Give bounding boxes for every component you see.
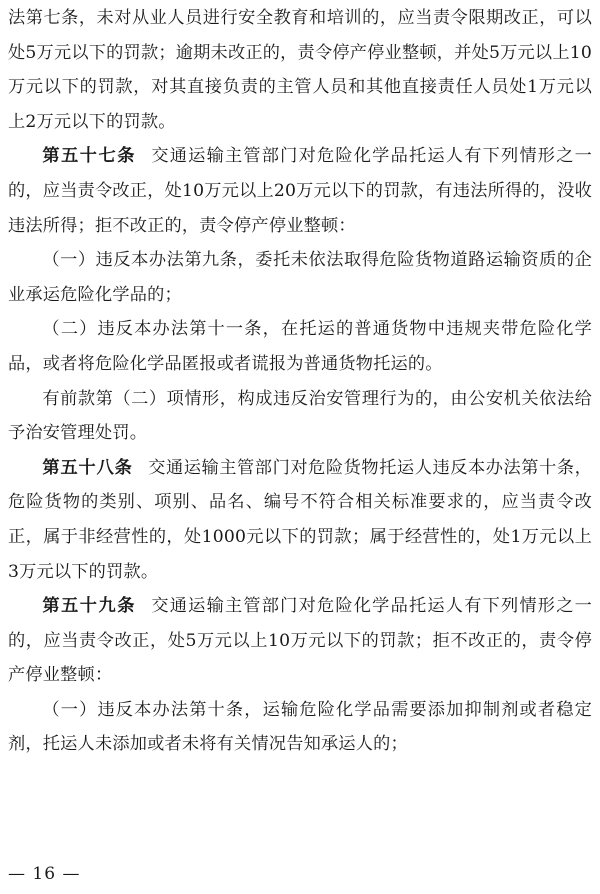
article-58 <box>8 451 592 589</box>
paragraph-text: 交通运输主管部门对危险化学品托运人有下列情形之一的，应当责令改正，处10万元以上20万元以下的罚款，有违法所得的，没收违法所得；拒不改正的，责令停产停业整顿： <box>8 146 592 236</box>
paragraph-text: 交通运输主管部门对危险货物托运人违反本办法第十条，危险货物的类别、项别、品名、编号不符合相关标准要求的，应当责令改正，属于非经营性的，处1000元以下的罚款；属于经营性的，处1万元以上3万元以下的罚款。 <box>8 457 592 582</box>
paragraph <box>8 382 592 451</box>
paragraph <box>8 312 592 381</box>
article-title: 第五十七条 <box>42 146 136 167</box>
article-59 <box>8 589 592 693</box>
paragraph <box>8 243 592 312</box>
text-body <box>8 1 592 762</box>
page-number: — 16 — <box>8 864 81 884</box>
paragraph-text: 有前款第（二）项情形，构成违反治安管理行为的，由公安机关依法给予治安管理处罚。 <box>8 388 592 444</box>
paragraph <box>8 1 592 139</box>
paragraph-text: （一）违反本办法第九条，委托未依法取得危险货物道路运输资质的企业承运危险化学品的； <box>8 250 592 305</box>
article-title: 第五十八条 <box>42 457 133 478</box>
paragraph-text: （二）违反本办法第十一条，在托运的普通货物中违规夹带危险化学品，或者将危险化学品匿报或者谎报为普通货物托运的。 <box>8 319 592 374</box>
paragraph-text: （一）违反本办法第十条，运输危险化学品需要添加抑制剂或者稳定剂，托运人未添加或者未将有关情况告知承运人的； <box>8 699 592 755</box>
article-57 <box>8 139 592 243</box>
paragraph-text: 交通运输主管部门对危险化学品托运人有下列情形之一的，应当责令改正，处5万元以上10万元以下的罚款；拒不改正的，责令停产停业整顿： <box>8 596 592 686</box>
paragraph-text: 法第七条，未对从业人员进行安全教育和培训的，应当责令限期改正，可以处5万元以下的罚款；逾期未改正的，责令停产停业整顿，并处5万元以上10万元以下的罚款，对其直接负责的主管人员和其他直接责任人员处1万元以上2万元以下的罚款。 <box>8 8 592 132</box>
paragraph <box>8 693 592 762</box>
article-title: 第五十九条 <box>42 596 136 617</box>
